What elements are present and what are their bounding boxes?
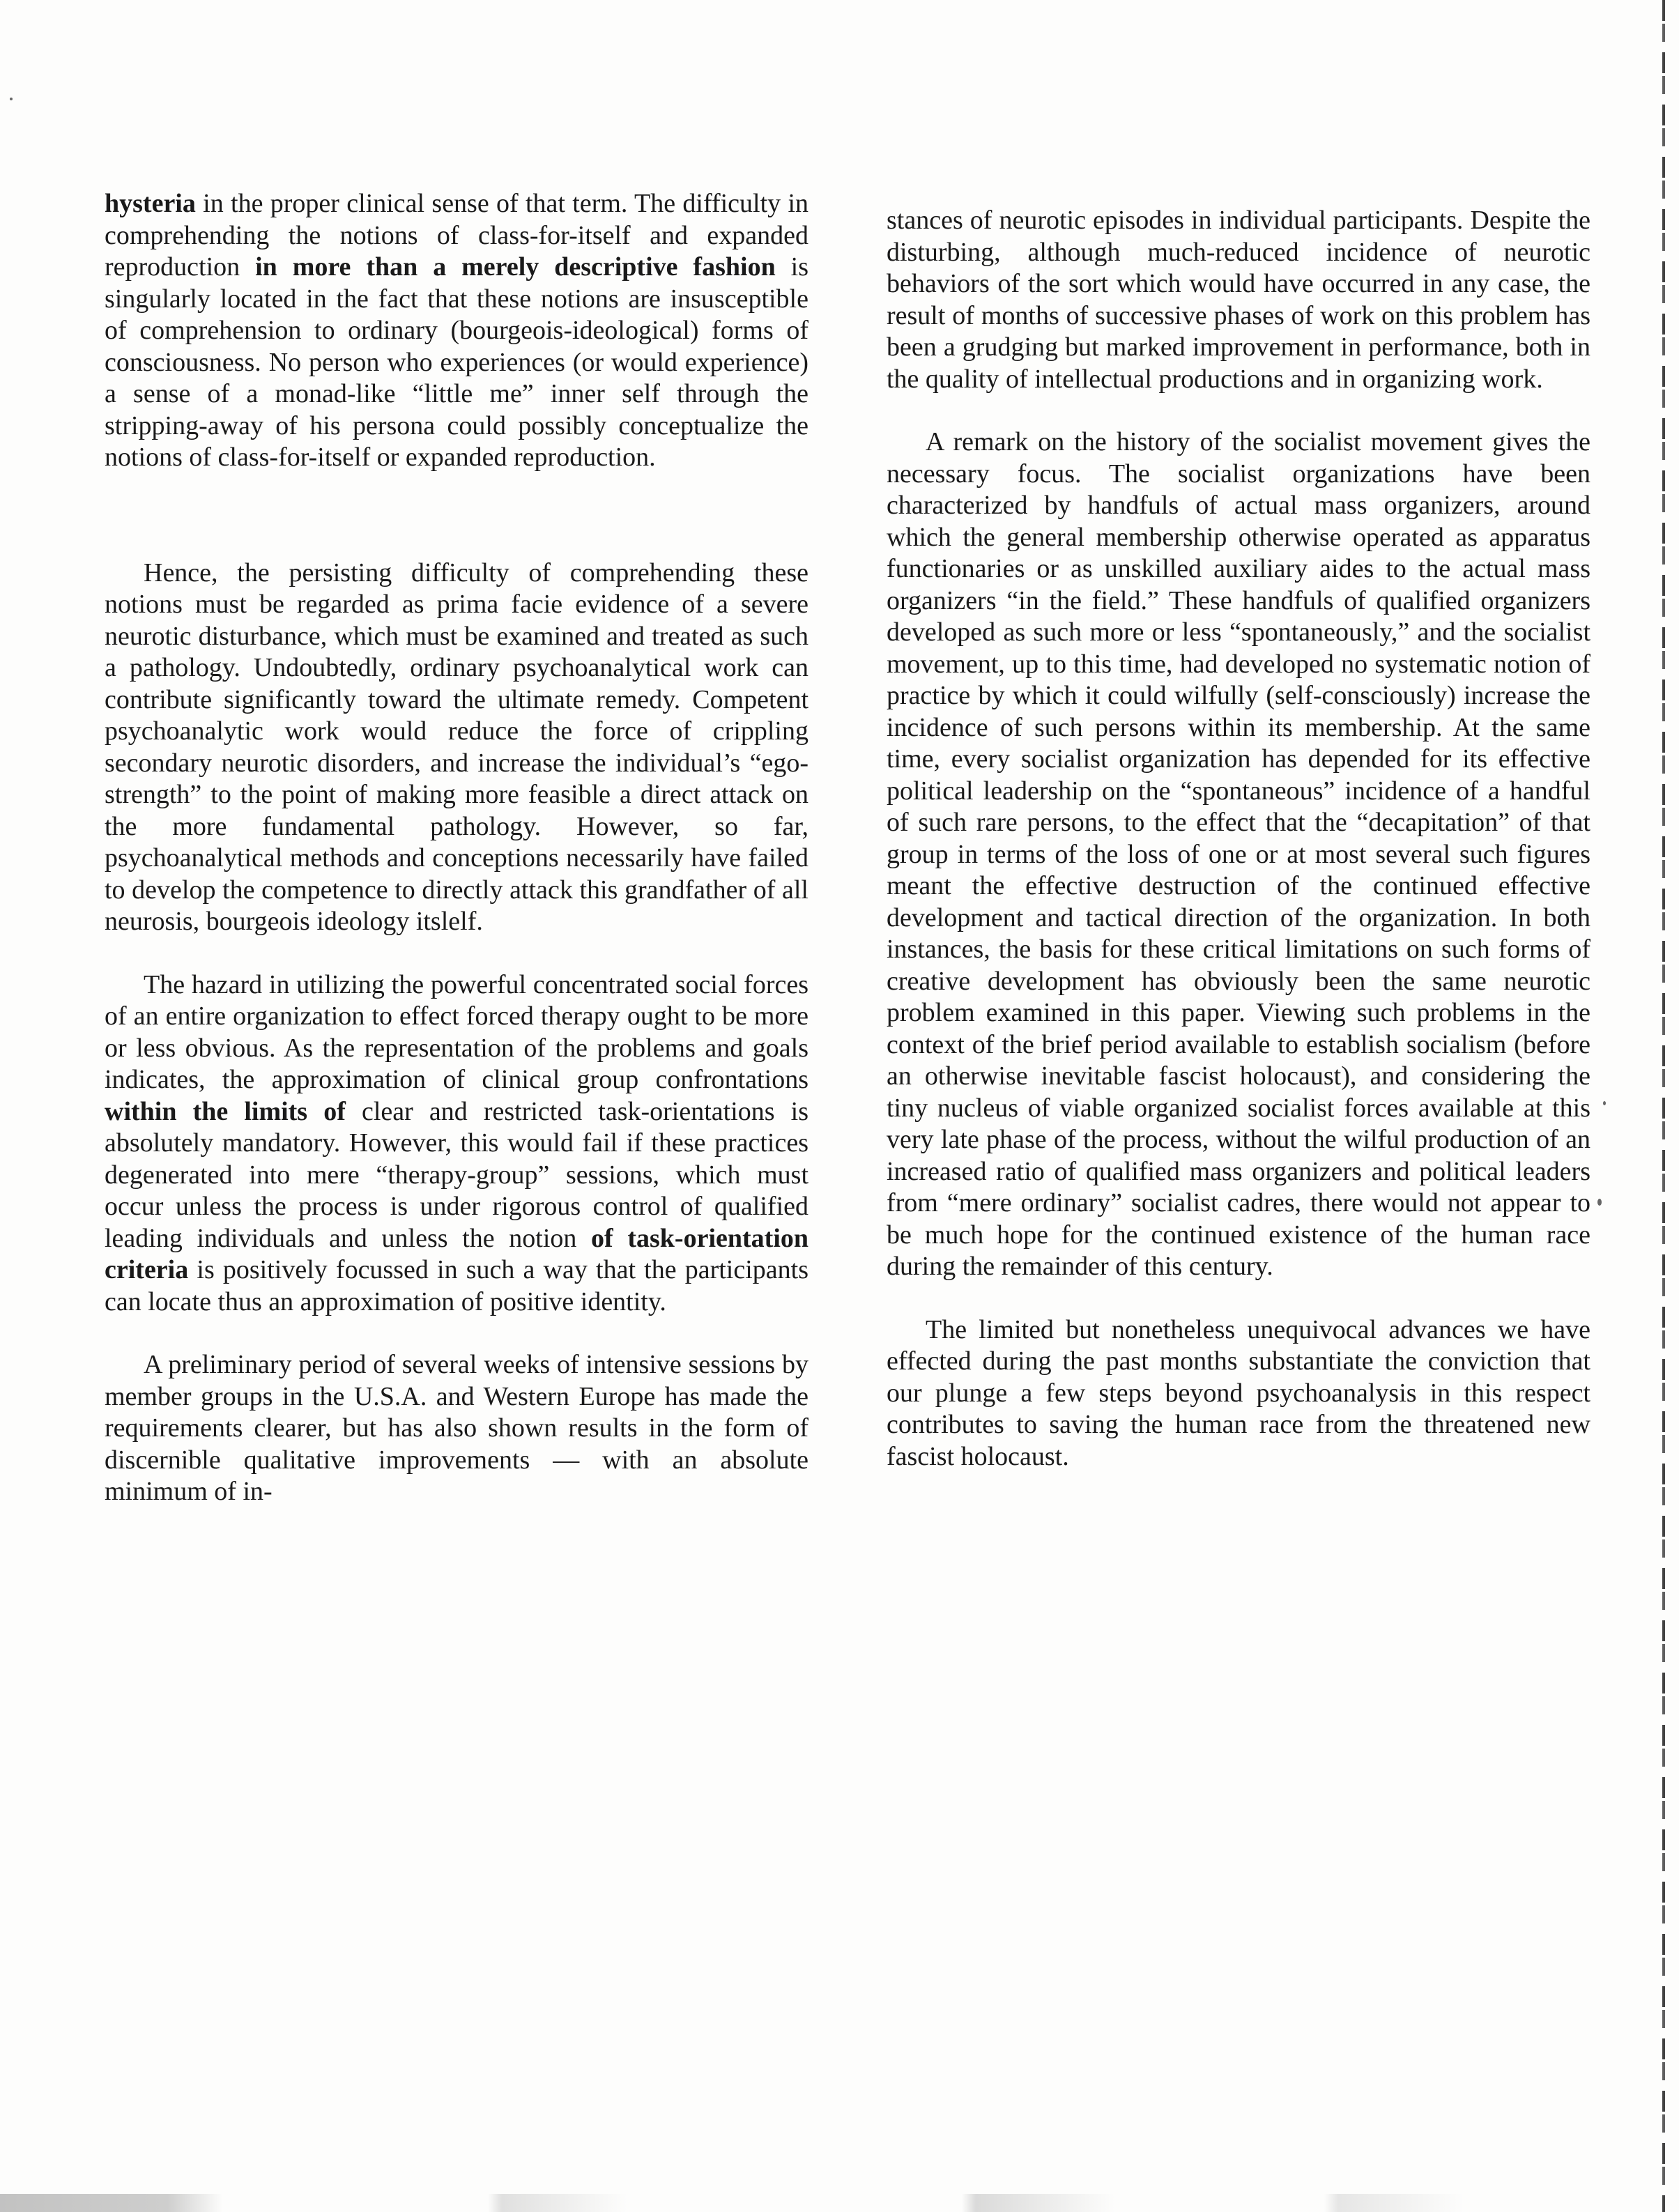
- scan-speck: [1603, 1101, 1606, 1105]
- paragraph-spacer: [887, 1283, 1590, 1314]
- scan-speck: [10, 98, 13, 100]
- left-paragraph-1: [105, 188, 808, 474]
- right-paragraph-1: stances of neurotic episodes in individual participants. Despite the disturbing, although much-reduced incidence of neurotic behaviors of the sort which would have occurred in any case, the result of months of successive phases of work on this problem has been a grudging but marked improvement in performance, both in the quality of intellectual productions and in organizing work.: [887, 206, 1590, 394]
- left-p3-part-3: of task-orientation criteria: [105, 1223, 809, 1284]
- paragraph-spacer: [105, 938, 808, 969]
- paragraph-spacer: [105, 474, 808, 558]
- left-p1-part-1: in the proper clinical sense of that term. The difficulty in comprehending the notions of class-for-itself and expanded reproduction: [105, 189, 808, 282]
- paragraph-spacer: [887, 395, 1590, 427]
- left-p3-part-4: is positively focussed in such a way that the participants can locate thus an approximation of positive identity.: [105, 1255, 808, 1316]
- left-p1-part-3: is singularly located in the fact that these notions are insusceptible of comprehension to ordinary (bourgeois-ideological) forms of consciousness. No person who experiences (or would experience) a sense of a monad-like “little me” inner self through the stripping-away of his persona could possibly conceptualize the notions of class-for-itself or expanded reproduction.: [105, 252, 808, 472]
- right-column: [887, 205, 1590, 1473]
- left-p3-part-0: The hazard in utilizing the powerful concentrated social forces of an entire organization to effect forced therapy ought to be more or less obvious. As the representation of the problems and goals indicates, the approximation of clinical group confrontations: [105, 969, 808, 1094]
- left-p1-part-2: in more than a merely descriptive fashion: [255, 252, 776, 282]
- paragraph-spacer: [105, 1318, 808, 1349]
- left-paragraph-3: [105, 969, 808, 1319]
- scan-speck: [1597, 1199, 1602, 1206]
- left-paragraph-4: A preliminary period of several weeks of intensive sessions by member groups in the U.S.A. and Western Europe has made the requirements clearer, but has also shown results in the form of discernible qualitative improvements — with an absolute minimum of in-: [105, 1350, 808, 1506]
- left-p3-part-2: clear and restricted task-orientations is absolutely mandatory. However, this would fail if these practices degenerated into mere “therapy-group” sessions, which must occur unless the process is under rigorous control of qualified leading individuals and unless the notion: [105, 1096, 808, 1253]
- left-p3-part-1: within the limits of: [105, 1096, 346, 1126]
- left-p1-part-0: hysteria: [105, 189, 196, 218]
- left-paragraph-2: Hence, the persisting difficulty of comprehending these notions must be regarded as prima facie evidence of a severe neurotic disturbance, which must be examined and treated as such a pathology. Undoubtedly, ordinary psychoanalytical work can contribute significantly toward the ultimate remedy. Competent psychoanalytic work would reduce the force of crippling secondary neurotic disorders, and increase the individual’s “ego-strength” to the point of making more feasible a direct attack on the more fundamental pathology. However, so far, psychoanalytical methods and conceptions necessarily have failed to develop the competence to directly attack this grandfather of all neurosis, bourgeois ideology itslelf.: [105, 558, 808, 936]
- right-paragraph-3: The limited but nonetheless unequivocal advances we have effected during the past months substantiate the conviction that our plunge a few steps beyond psychoanalysis in this respect contributes to saving the human race from the threatened new fascist holocaust.: [887, 1314, 1590, 1471]
- scan-edge-artifact: [1662, 0, 1665, 2212]
- scan-bottom-artifact: [0, 2194, 1679, 2212]
- right-paragraph-2: A remark on the history of the socialist movement gives the necessary focus. The socialist organizations have been characterized by handfuls of actual mass organizers, around which the general membership otherwise operated as apparatus functionaries or as unskilled auxiliary aides to the actual mass organizers “in the field.” These handfuls of qualified organizers developed as such more or less “spontaneously,” and the socialist movement, up to this time, had developed no systematic notion of practice by which it could wilfully (self-consciously) increase the incidence of such persons within its membership. At the same time, every socialist organization has depended for its effective political leadership on the “spontaneous” incidence of a handful of such rare persons, to the effect that the “decapitation” of that group in terms of the loss of one or at most several such figures meant the effective destruction of the continued effective development and tactical direction of the organization. In both instances, the basis for these critical limitations on such forms of creative development has obviously been the same neurotic problem examined in this paper. Viewing such problems in the context of the brief period available to establish socialism (before an otherwise inevitable fascist holocaust), and considering the tiny nucleus of viable organized socialist forces available at this very late phase of the process, without the wilful production of an increased ratio of qualified mass organizers and political leaders from “mere ordinary” socialist cadres, there would not appear to be much hope for the continued existence of the human race during the remainder of this century.: [887, 427, 1590, 1281]
- left-column: [105, 188, 808, 1508]
